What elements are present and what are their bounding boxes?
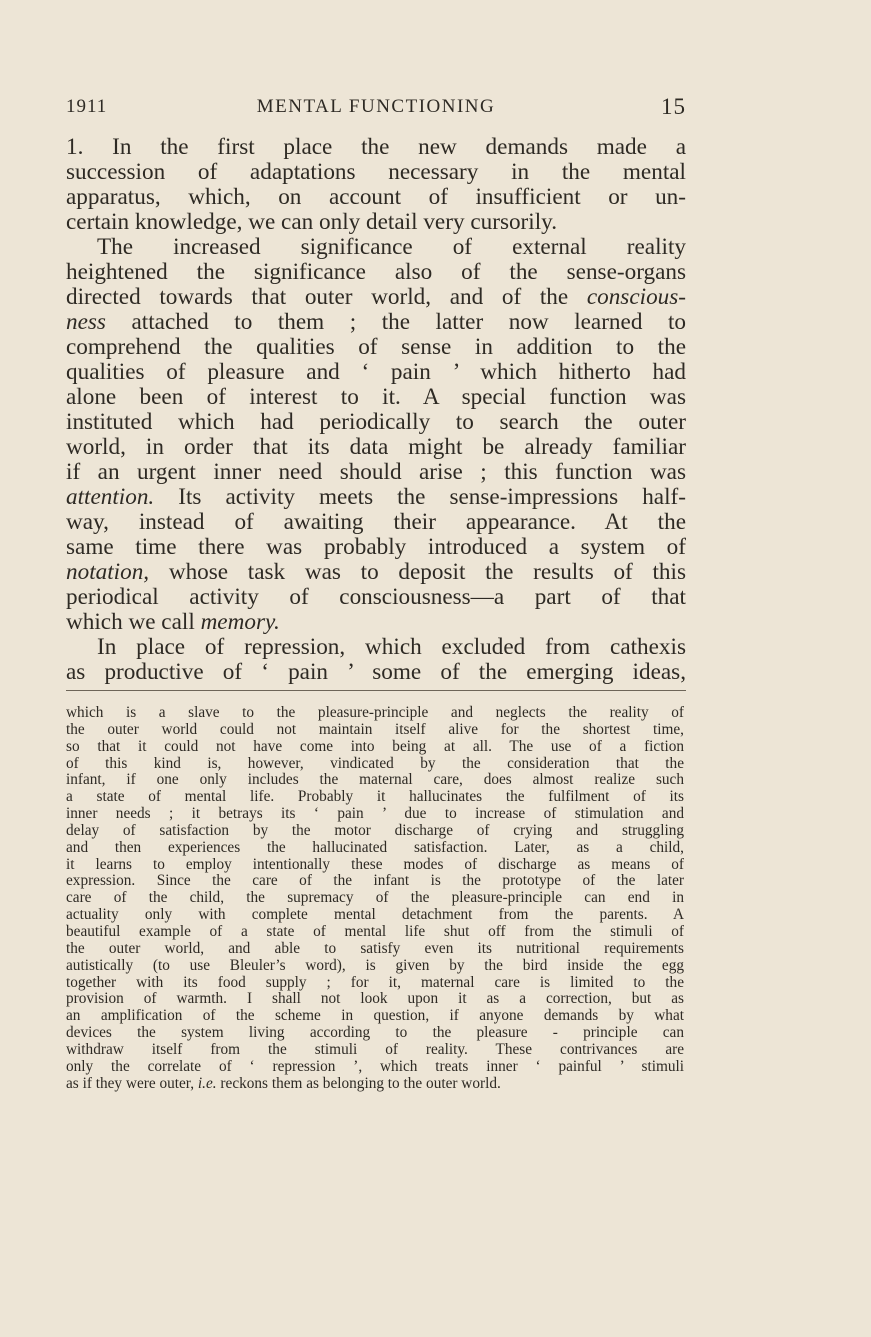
text-line: heightened the significance also of the sense-organs (66, 259, 686, 285)
footnote-line: together with its food supply ; for it, maternal care is limited to the (66, 973, 684, 991)
running-title: MENTAL FUNCTIONING (256, 96, 496, 117)
text-line: comprehend the qualities of sense in addition to the (66, 334, 686, 360)
text-line: qualities of pleasure and ‘ pain ’ which hitherto had (66, 359, 686, 385)
text-line: notation, whose task was to deposit the results of this (66, 559, 686, 585)
text-line: ness attached to them ; the latter now learned to (66, 309, 686, 335)
footnote-line: actuality only with complete mental detachment from the parents. A (66, 906, 684, 924)
footnote-line: which is a slave to the pleasure-principle and neglects the reality of (66, 704, 684, 721)
text-line: attention. Its activity meets the sense-impressions half- (66, 484, 686, 510)
italic-term: i.e. (197, 1074, 217, 1092)
running-head (66, 96, 686, 120)
italic-term: attention. (66, 484, 155, 510)
text-line: same time there was probably introduced a system of (66, 534, 686, 560)
footnote-line: care of the child, the supremacy of the pleasure-principle can end in (66, 889, 684, 907)
italic-term: notation, (66, 559, 150, 585)
footnote-line: infant, if one only includes the maternal care, does almost realize such (66, 771, 684, 789)
text-line: periodical activity of consciousness—a part of that (66, 584, 686, 610)
text-line: way, instead of awaiting their appearance. At the (66, 509, 686, 535)
footnote-line: provision of warmth. I shall not look upon it as a correction, but as (66, 990, 684, 1008)
footnote-line: an amplification of the scheme in question, if anyone demands by what (66, 1007, 684, 1025)
footnote-line: withdraw itself from the stimuli of reality. These contrivances are (66, 1040, 684, 1058)
text-line: The increased significance of external reality (97, 234, 686, 260)
page-number: 15 (661, 94, 686, 119)
footnote-line: devices the system living according to the pleasure - principle can (66, 1024, 684, 1042)
text-line: In place of repression, which excluded from cathexis (97, 634, 686, 660)
footnote-divider (66, 690, 686, 691)
footnote-line: only the correlate of ‘ repression ’, which treats inner ‘ painful ’ stimuli (66, 1057, 684, 1075)
year: 1911 (66, 96, 108, 117)
text-line: instituted which had periodically to search the outer (66, 409, 686, 435)
italic-term: ness (66, 309, 106, 335)
footnote-line: so that it could not have come into being at all. The use of a fiction (66, 737, 684, 755)
main-text (66, 135, 686, 685)
footnote-line: inner needs ; it betrays its ‘ pain ’ due to increase of stimulation and (66, 805, 684, 823)
footnote-line: beautiful example of a state of mental life shut off from the stimuli of (66, 922, 684, 940)
text-line: as productive of ‘ pain ’ some of the emerging ideas, (66, 659, 686, 685)
footnote-line: expression. Since the care of the infant is the prototype of the later (66, 872, 684, 890)
text-line: if an urgent inner need should arise ; this function was (66, 459, 686, 485)
text-line: world, in order that its data might be already familiar (66, 434, 686, 460)
text-line: 1. In the first place the new demands made a (66, 134, 686, 160)
text-line: certain knowledge, we can only detail very cursorily. (66, 209, 558, 235)
text-line: succession of adaptations necessary in the mental (66, 159, 686, 185)
text-line: which we call memory. (66, 609, 280, 635)
text-line: directed towards that outer world, and of the conscious- (66, 284, 686, 310)
footnote-line: and then experiences the hallucinated satisfaction. Later, as a child, (66, 838, 684, 856)
text-line: alone been of interest to it. A special function was (66, 384, 686, 410)
footnote-line: of this kind is, however, vindicated by the consideration that the (66, 754, 684, 772)
footnote-line: delay of satisfaction by the motor discharge of crying and struggling (66, 821, 684, 839)
footnote-line: the outer world could not maintain itself alive for the shortest time, (66, 720, 684, 738)
italic-term: memory. (200, 609, 280, 635)
footnote-line: the outer world, and able to satisfy even its nutritional requirements (66, 939, 684, 957)
footnote (66, 705, 684, 1092)
footnote-line: a state of mental life. Probably it hallucinates the fulfilment of its (66, 788, 684, 806)
footnote-line: autistically (to use Bleuler’s word), is given by the bird inside the egg (66, 956, 684, 974)
footnote-line: it learns to employ intentionally these modes of discharge as means of (66, 855, 684, 873)
italic-term: conscious- (586, 284, 686, 310)
footnote-line: as if they were outer, i.e. reckons them as belonging to the outer world. (66, 1074, 501, 1092)
text-line: apparatus, which, on account of insufficient or un- (66, 184, 686, 210)
